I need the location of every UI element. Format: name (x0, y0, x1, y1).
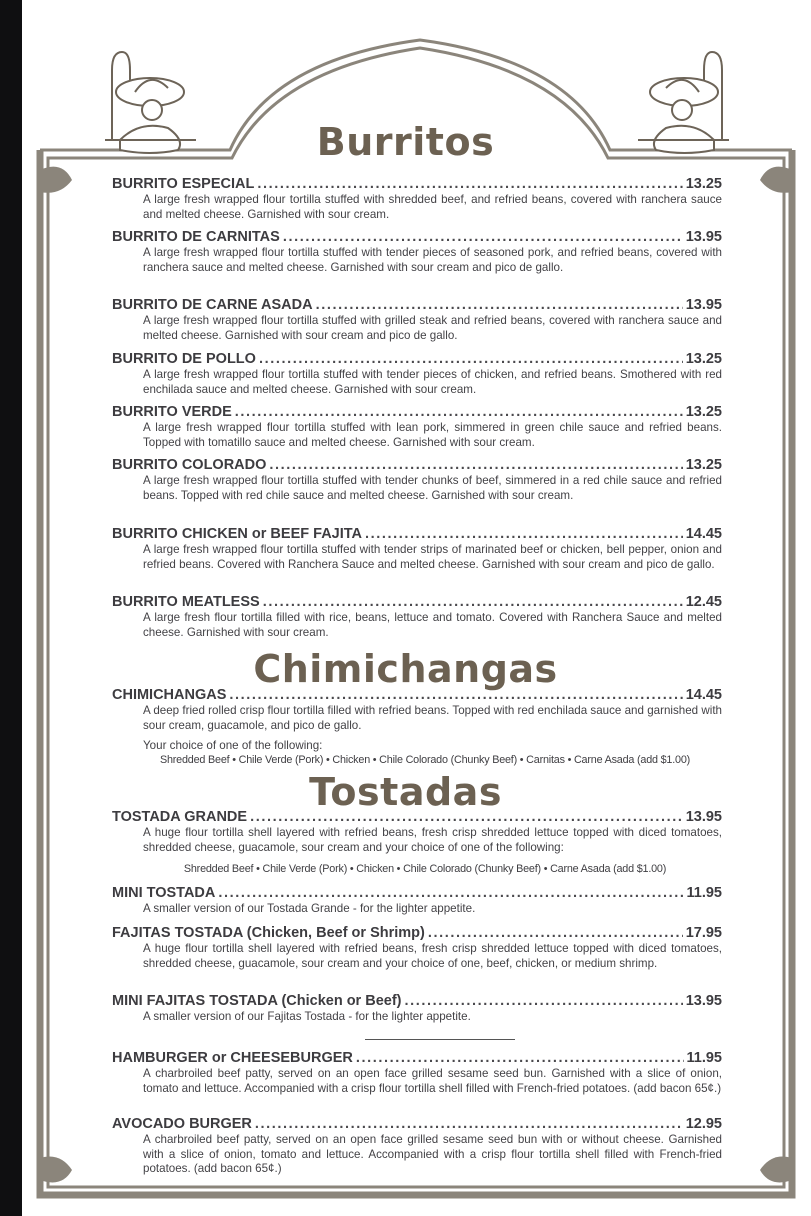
item-price: 13.25 (685, 176, 722, 192)
menu-item-burrito-verde (112, 404, 722, 450)
menu-item-chimichangas (112, 687, 722, 733)
menu-item-burrito-colorado (112, 457, 722, 503)
item-price: 13.95 (685, 993, 722, 1009)
chimichangas-title: Chimichangas (253, 647, 558, 691)
item-name: CHIMICHANGAS (112, 687, 227, 703)
item-description: A large fresh wrapped flour tortilla stuffed with tender strips of marinated beef or chicken, bell pepper, onion and refried beans. Covered with Ranchera Sauce and melted cheese. Garnished with sour cream and pico de gallo. (143, 543, 722, 571)
item-description: A large fresh wrapped flour tortilla stuffed with lean pork, simmered in green chile sauce and refried beans. Topped with tomatillo sauce and melted cheese. Garnished with sour cream. (143, 421, 722, 449)
menu-item-avocado-burger (112, 1116, 722, 1177)
item-name: MINI FAJITAS TOSTADA (Chicken or Beef) (112, 993, 402, 1009)
menu-item-mini-fajitas-tostada (112, 993, 722, 1025)
menu-item-tostada-grande (112, 809, 722, 855)
menu-item-burrito-fajita (112, 526, 722, 572)
menu-item-burrito-de-carnitas (112, 229, 722, 275)
item-name: BURRITO CHICKEN or BEEF FAJITA (112, 526, 363, 542)
item-price: 14.45 (685, 687, 722, 703)
item-description: A charbroiled beef patty, served on an open face grilled sesame seed bun with or without cheese. Garnished with a slice of onion, tomato and lettuce. Accompanied with a crisp flour tortilla shell filled with French-fried potatoes. (add bacon 65¢.) (143, 1133, 722, 1176)
tostadas-title: Tostadas (309, 770, 502, 814)
item-description: A large fresh flour tortilla filled with rice, beans, lettuce and tomato. Covered with Ranchera Sauce and melted cheese. Garnished with sour cream. (143, 611, 722, 639)
tostada-choices: Shredded Beef • Chile Verde (Pork) • Chicken • Chile Colorado (Chunky Beef) • Carne Asada (add $1.00) (183, 863, 667, 875)
item-name: BURRITO ESPECIAL (112, 176, 255, 192)
item-price: 12.45 (685, 594, 722, 610)
item-price: 13.25 (685, 457, 722, 473)
burritos-title: Burritos (316, 120, 495, 164)
item-price: 11.95 (686, 1050, 722, 1066)
menu-item-burrito-de-pollo (112, 351, 722, 397)
item-description: A large fresh wrapped flour tortilla stuffed with tender pieces of chicken, and refried beans. Smothered with red enchilada sauce and melted cheese. Garnished with sour cream. (143, 368, 722, 396)
item-name: FAJITAS TOSTADA (Chicken, Beef or Shrimp) (112, 925, 425, 941)
item-description: A huge flour tortilla shell layered with refried beans, fresh crisp shredded lettuce topped with diced tomatoes, shredded cheese, guacamole, sour cream and your choice of one of the following: (143, 826, 722, 854)
menu-item-burrito-meatless (112, 594, 722, 640)
item-price: 13.95 (685, 229, 722, 245)
item-name: AVOCADO BURGER (112, 1116, 252, 1132)
item-name: TOSTADA GRANDE (112, 809, 248, 825)
item-name: MINI TOSTADA (112, 885, 216, 901)
item-name: BURRITO DE CARNE ASADA (112, 297, 313, 313)
item-price: 17.95 (685, 925, 722, 941)
menu-item-hamburger (112, 1050, 722, 1096)
item-description: A large fresh wrapped flour tortilla stuffed with tender chunks of beef, simmered in a red chile sauce and refried beans. Topped with red chile sauce and melted cheese. Garnished with sour cream. (143, 474, 722, 502)
menu-item-mini-tostada (112, 885, 722, 917)
choice-intro: Your choice of one of the following: (143, 739, 323, 752)
item-price: 13.25 (685, 351, 722, 367)
item-description: A large fresh wrapped flour tortilla stuffed with grilled steak and refried beans, covered with ranchera sauce and melted cheese. Garnished with sour cream and pico de gallo. (143, 314, 722, 342)
item-description: A smaller version of our Fajitas Tostada - for the lighter appetite. (143, 1010, 471, 1023)
item-description: A smaller version of our Tostada Grande - for the lighter appetite. (143, 902, 476, 915)
chimichanga-choices: Shredded Beef • Chile Verde (Pork) • Chicken • Chile Colorado (Chunky Beef) • Carnitas • Carne Asada (add $1.00) (159, 754, 691, 766)
item-price: 12.95 (685, 1116, 722, 1132)
item-description: A huge flour tortilla shell layered with refried beans, fresh crisp shredded lettuce topped with diced tomatoes, shredded cheese, guacamole, sour cream and your choice of one, beef, chicken, or medium shrimp. (143, 942, 722, 970)
menu-item-fajitas-tostada (112, 925, 722, 971)
item-price: 14.45 (685, 526, 722, 542)
item-name: BURRITO DE POLLO (112, 351, 256, 367)
item-name: BURRITO DE CARNITAS (112, 229, 280, 245)
item-description: A large fresh wrapped flour tortilla stuffed with tender pieces of seasoned pork, and refried beans, covered with ranchera sauce and melted cheese. Garnished with sour cream and pico de gallo. (143, 246, 722, 274)
item-price: 13.95 (685, 809, 722, 825)
section-divider (365, 1039, 515, 1040)
item-name: BURRITO COLORADO (112, 457, 267, 473)
item-name: BURRITO MEATLESS (112, 594, 260, 610)
item-name: BURRITO VERDE (112, 404, 232, 420)
menu-item-burrito-especial (112, 176, 722, 220)
item-name: HAMBURGER or CHEESEBURGER (112, 1050, 353, 1066)
menu-item-burrito-de-carne-asada (112, 297, 722, 343)
item-price: 11.95 (686, 885, 722, 901)
item-description: A deep fried rolled crisp flour tortilla filled with refried beans. Topped with red enchilada sauce and garnished with sour cream, guacamole, and pico de gallo. (143, 704, 722, 732)
item-description: A large fresh wrapped flour tortilla stuffed with shredded beef, and refried beans, covered with ranchera sauce and melted cheese. Garnished with sour cream. (143, 193, 722, 220)
item-price: 13.25 (685, 404, 722, 420)
item-price: 13.95 (685, 297, 722, 313)
item-description: A charbroiled beef patty, served on an open face grilled sesame seed bun. Garnished with a slice of onion, tomato and lettuce. Accompanied with a crisp flour tortilla shell filled with French-fried potatoes. (add bacon 65¢.) (143, 1067, 722, 1095)
